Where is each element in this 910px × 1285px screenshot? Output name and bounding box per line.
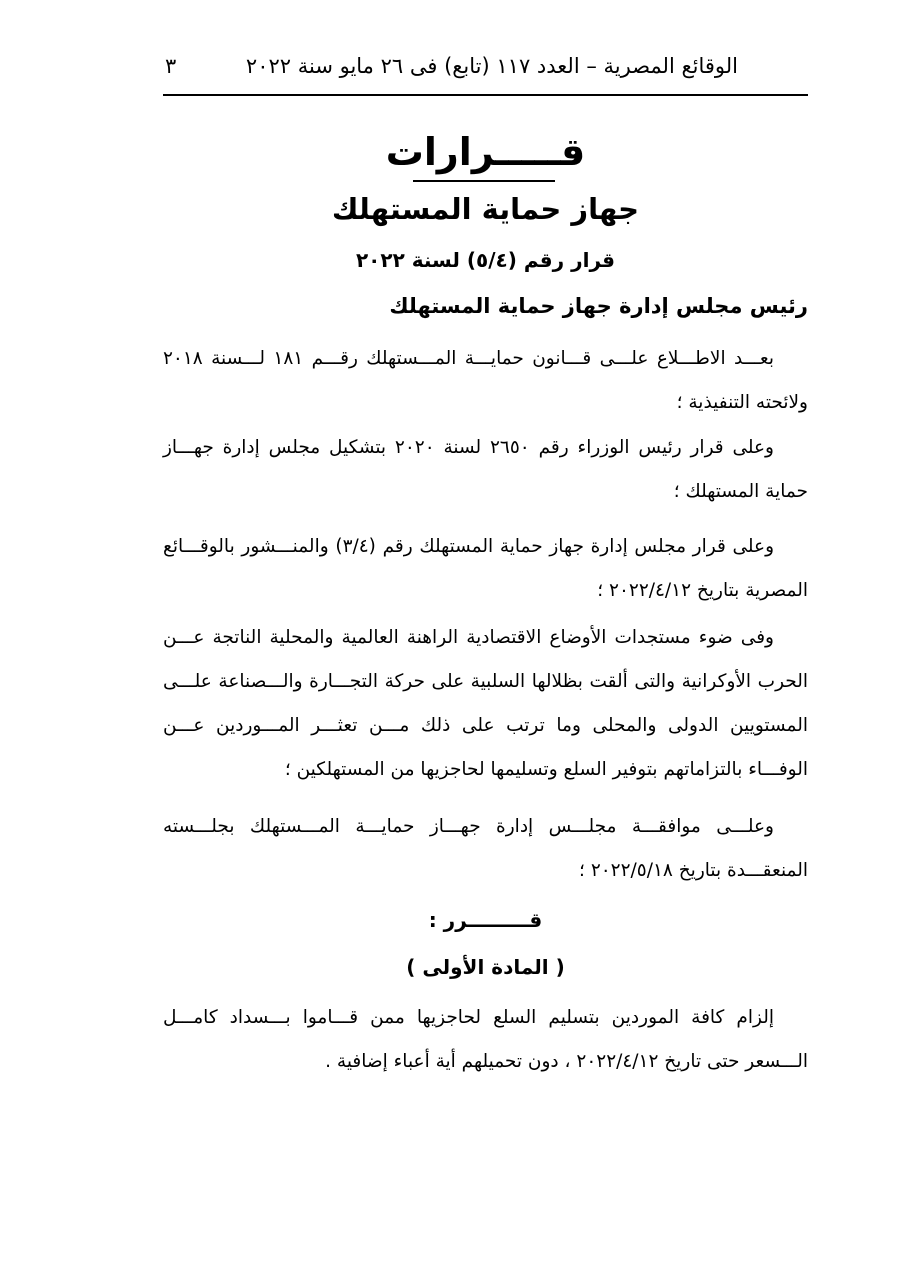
preamble-paragraph-2 — [163, 426, 808, 514]
article-heading: ( المادة الأولى ) — [406, 955, 565, 979]
preamble-text-1: بعـــد الاطـــلاع علـــى قـــانون حمايـــة المـــستهلك رقـــم ١٨١ لـــسنة ٢٠١٨ ولائحته التنفيذية ؛ — [163, 348, 808, 413]
gazette-issue-title: الوقائع المصرية – العدد ١١٧ (تابع) فى ٢٦ مايو سنة ٢٠٢٢ — [245, 54, 738, 78]
decree-number: قرار رقم (٥/٤) لسنة ٢٠٢٢ — [355, 248, 616, 272]
preamble-text-4: وفى ضوء مستجدات الأوضاع الاقتصادية الراهنة العالمية والمحلية الناتجة عـــن الحرب الأوكرانية والتى ألقت بظلالها السلبية على حركة التجـــارة والـــصناعة علـــى المستويين الدولى والمحلى وما ترتب على ذلك مـــن تعثـــر المـــوردين عـــن الوفـــاء بالتزاماتهم بتوفير السلع وتسليمها لحاجزيها من المستهلكين ؛ — [163, 627, 808, 780]
preamble-text-5: وعلـــى موافقـــة مجلـــس إدارة جهـــاز حمايـــة المـــستهلك بجلـــسته المنعقـــدة بتاريخ ٢٠٢٢/٥/١٨ ؛ — [163, 816, 808, 881]
page-number: ٣ — [165, 54, 177, 78]
section-title: قـــــرارات — [385, 130, 586, 174]
article-text: إلزام كافة الموردين بتسليم السلع لحاجزيها ممن قـــاموا بـــسداد كامـــل الـــسعر حتى تاريخ ٢٠٢٢/٤/١٢ ، دون تحميلهم أية أعباء إضافية . — [163, 1007, 808, 1072]
preamble-paragraph-5 — [163, 805, 808, 893]
preamble-paragraph-3 — [163, 525, 808, 613]
decided-heading: قـــــــــرر : — [428, 908, 543, 932]
page-header — [163, 50, 808, 90]
issuer-line: رئيس مجلس إدارة جهاز حماية المستهلك — [389, 294, 808, 318]
preamble-paragraph-1 — [163, 337, 808, 425]
preamble-text-3: وعلى قرار مجلس إدارة جهاز حماية المستهلك رقم (٣/٤) والمنـــشور بالوقـــائع المصرية بتاريخ ٢٠٢٢/٤/١٢ ؛ — [163, 536, 808, 601]
header-divider — [163, 94, 808, 96]
section-title-underline — [413, 180, 555, 182]
preamble-paragraph-4 — [163, 616, 808, 792]
article-body — [163, 996, 808, 1084]
authority-heading: جهاز حماية المستهلك — [331, 192, 640, 226]
preamble-text-2: وعلى قرار رئيس الوزراء رقم ٢٦٥٠ لسنة ٢٠٢٠ بتشكيل مجلس إدارة جهـــاز حماية المستهلك ؛ — [163, 437, 808, 502]
